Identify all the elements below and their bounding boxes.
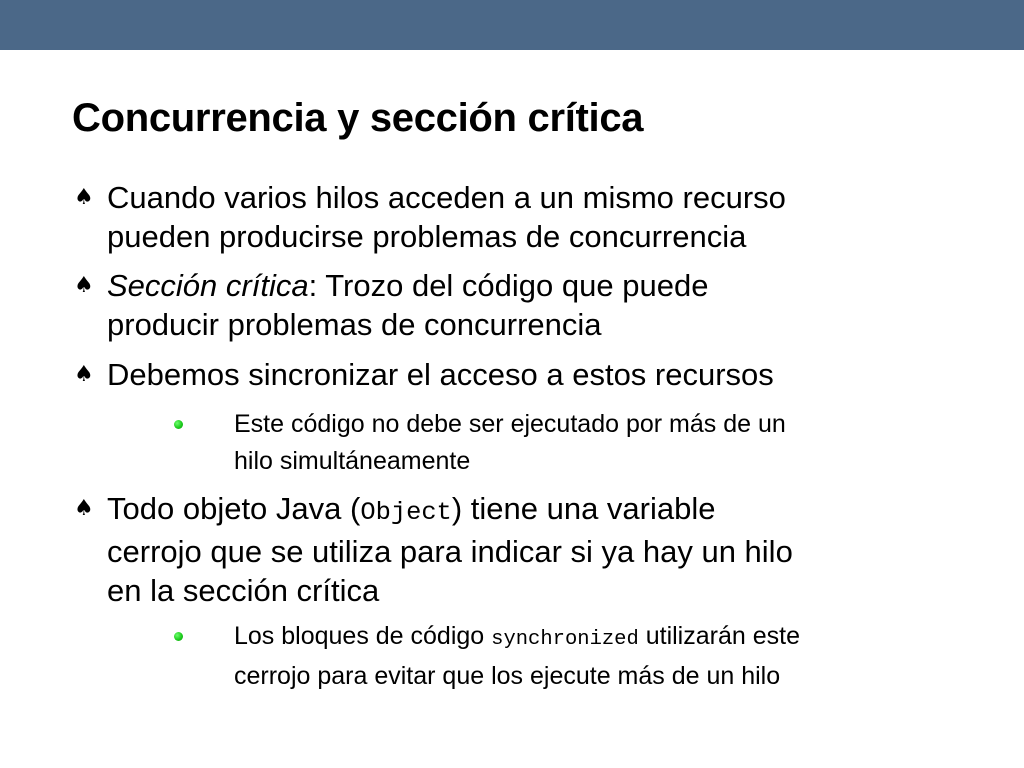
sub-bullet-line (234, 618, 964, 658)
bullet-text (107, 355, 967, 394)
sub-bullet-line: hilo simultáneamente (234, 447, 471, 475)
green-dot-icon (174, 632, 183, 641)
sub-bullet-text (234, 618, 964, 695)
bullet-line (107, 489, 967, 532)
sub-bullet-line: cerrojo para evitar que los ejecute más de un hilo (234, 662, 781, 690)
sub-bullet-line: Este código no debe ser ejecutado por más de un (234, 410, 786, 438)
code-synchronized: synchronized (491, 628, 639, 651)
bullet-line: pueden producirse problemas de concurrencia (107, 219, 747, 254)
spade-icon: ♠ (74, 185, 94, 210)
spade-icon: ♠ (74, 362, 94, 387)
bullet-line (107, 266, 967, 305)
bullet-line: en la sección crítica (107, 573, 380, 608)
bullet-line-post: ) tiene una variable (451, 491, 716, 526)
spade-icon: ♠ (74, 496, 94, 521)
green-dot-icon (174, 420, 183, 429)
bullet-line: Cuando varios hilos acceden a un mismo recurso (107, 180, 786, 215)
bullet-line: cerrojo que se utiliza para indicar si ya hay un hilo (107, 534, 793, 569)
bullet-line-pre: Todo objeto Java ( (107, 491, 361, 526)
sub-bullet-line-post: utilizarán este (638, 622, 800, 650)
bullet-line: Debemos sincronizar el acceso a estos recursos (107, 357, 774, 392)
bullet-line-rest: : Trozo del código que puede (308, 268, 709, 303)
bullet-line: producir problemas de concurrencia (107, 307, 602, 342)
bullet-text (107, 266, 967, 344)
sub-bullet-line-pre: Los bloques de código (234, 622, 492, 650)
slide-title: Concurrencia y sección crítica (72, 96, 644, 140)
header-bar (0, 0, 1024, 50)
sub-bullet-text (234, 406, 964, 480)
spade-icon: ♠ (74, 273, 94, 298)
bullet-text (107, 489, 967, 610)
bullet-text (107, 178, 967, 256)
code-object: Object (360, 498, 452, 527)
term-critical-section: Sección crítica (107, 268, 309, 303)
